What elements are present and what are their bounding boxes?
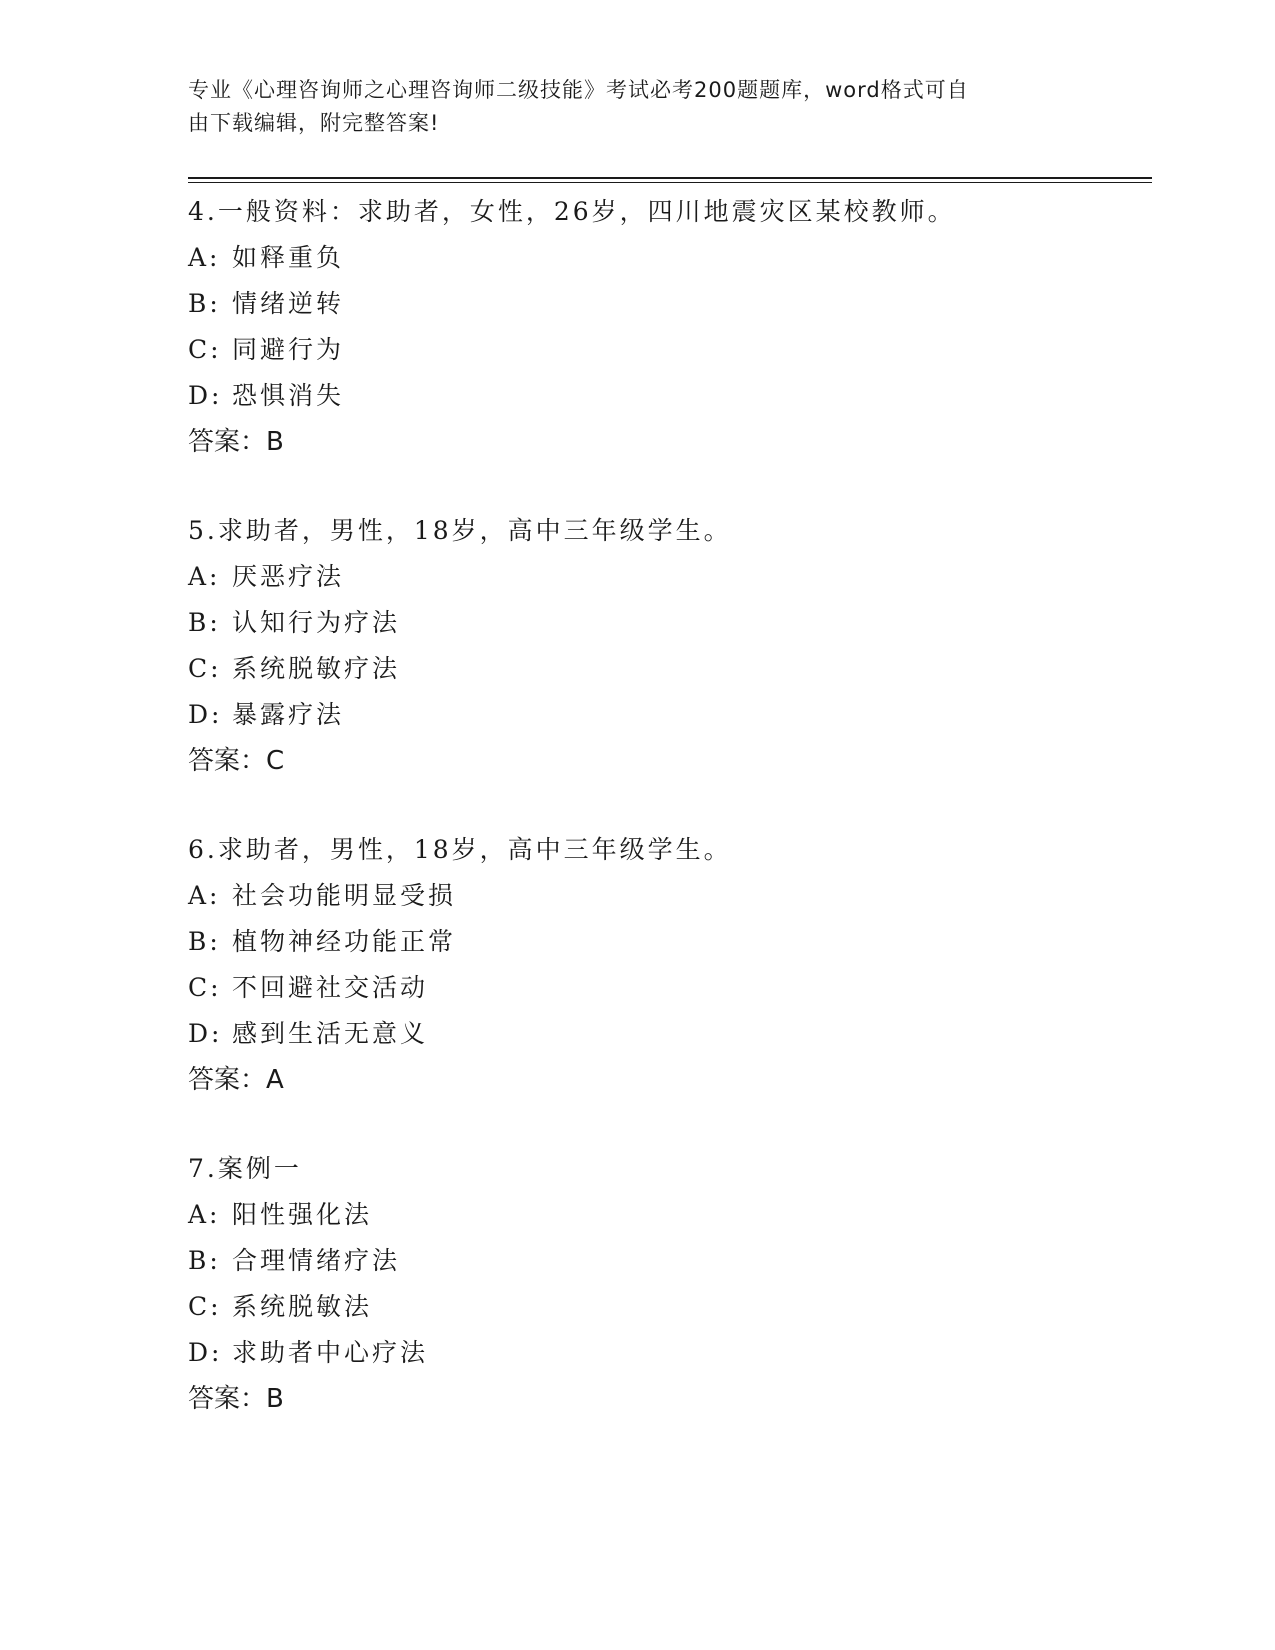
answer: 答案：C (188, 746, 285, 776)
question-4 (188, 189, 1148, 465)
option-key: B: (188, 289, 221, 318)
question-stem: 5.求助者，男性，18岁，高中三年级学生。 (188, 516, 732, 545)
header-divider-thin (188, 182, 1152, 183)
question-stem: 4.一般资料：求助者，女性，26岁，四川地震灾区某校教师。 (188, 197, 956, 226)
option-b (188, 600, 1148, 646)
option-a (188, 873, 1148, 919)
option-text: 情绪逆转 (232, 289, 345, 318)
option-text: 合理情绪疗法 (232, 1246, 401, 1275)
option-c (188, 646, 1148, 692)
question-6 (188, 827, 1148, 1103)
option-key: C: (188, 973, 222, 1002)
option-key: D: (188, 700, 223, 729)
option-d (188, 1330, 1148, 1376)
option-key: A: (188, 243, 221, 272)
option-text: 感到生活无意义 (232, 1019, 429, 1048)
option-text: 认知行为疗法 (232, 608, 401, 637)
answer: 答案：B (188, 1384, 284, 1414)
option-key: D: (188, 1338, 223, 1367)
option-b (188, 281, 1148, 327)
question-7 (188, 1146, 1148, 1422)
option-a (188, 554, 1148, 600)
option-c (188, 965, 1148, 1011)
option-text: 厌恶疗法 (232, 562, 345, 591)
option-key: A: (188, 562, 221, 591)
option-key: C: (188, 654, 222, 683)
question-stem: 6.求助者，男性，18岁，高中三年级学生。 (188, 835, 732, 864)
option-key: C: (188, 1292, 222, 1321)
option-c (188, 1284, 1148, 1330)
header-line-1: 专业《心理咨询师之心理咨询师二级技能》考试必考200题题库，word格式可自 (188, 78, 969, 102)
option-text: 恐惧消失 (232, 381, 345, 410)
question-5 (188, 508, 1148, 784)
option-text: 植物神经功能正常 (232, 927, 457, 956)
option-key: C: (188, 335, 222, 364)
option-a (188, 1192, 1148, 1238)
option-d (188, 1011, 1148, 1057)
option-key: D: (188, 381, 223, 410)
option-text: 暴露疗法 (232, 700, 345, 729)
answer: 答案：A (188, 1065, 284, 1095)
header-line-2: 由下载编辑，附完整答案! (188, 111, 440, 135)
question-stem: 7.案例一 (188, 1154, 302, 1183)
option-text: 不回避社交活动 (232, 973, 429, 1002)
option-text: 求助者中心疗法 (232, 1338, 429, 1367)
option-key: A: (188, 881, 221, 910)
option-text: 系统脱敏疗法 (232, 654, 401, 683)
header-divider-thick (188, 177, 1152, 179)
option-d (188, 373, 1148, 419)
question-list (188, 189, 1148, 1422)
option-text: 系统脱敏法 (232, 1292, 373, 1321)
option-key: D: (188, 1019, 223, 1048)
document-header (188, 74, 1068, 140)
option-text: 社会功能明显受损 (232, 881, 457, 910)
option-d (188, 692, 1148, 738)
option-key: B: (188, 927, 221, 956)
option-text: 阳性强化法 (232, 1200, 373, 1229)
option-key: A: (188, 1200, 221, 1229)
option-a (188, 235, 1148, 281)
option-b (188, 919, 1148, 965)
option-text: 同避行为 (232, 335, 345, 364)
answer: 答案：B (188, 427, 284, 457)
option-b (188, 1238, 1148, 1284)
option-key: B: (188, 1246, 221, 1275)
option-c (188, 327, 1148, 373)
option-key: B: (188, 608, 221, 637)
option-text: 如释重负 (232, 243, 345, 272)
